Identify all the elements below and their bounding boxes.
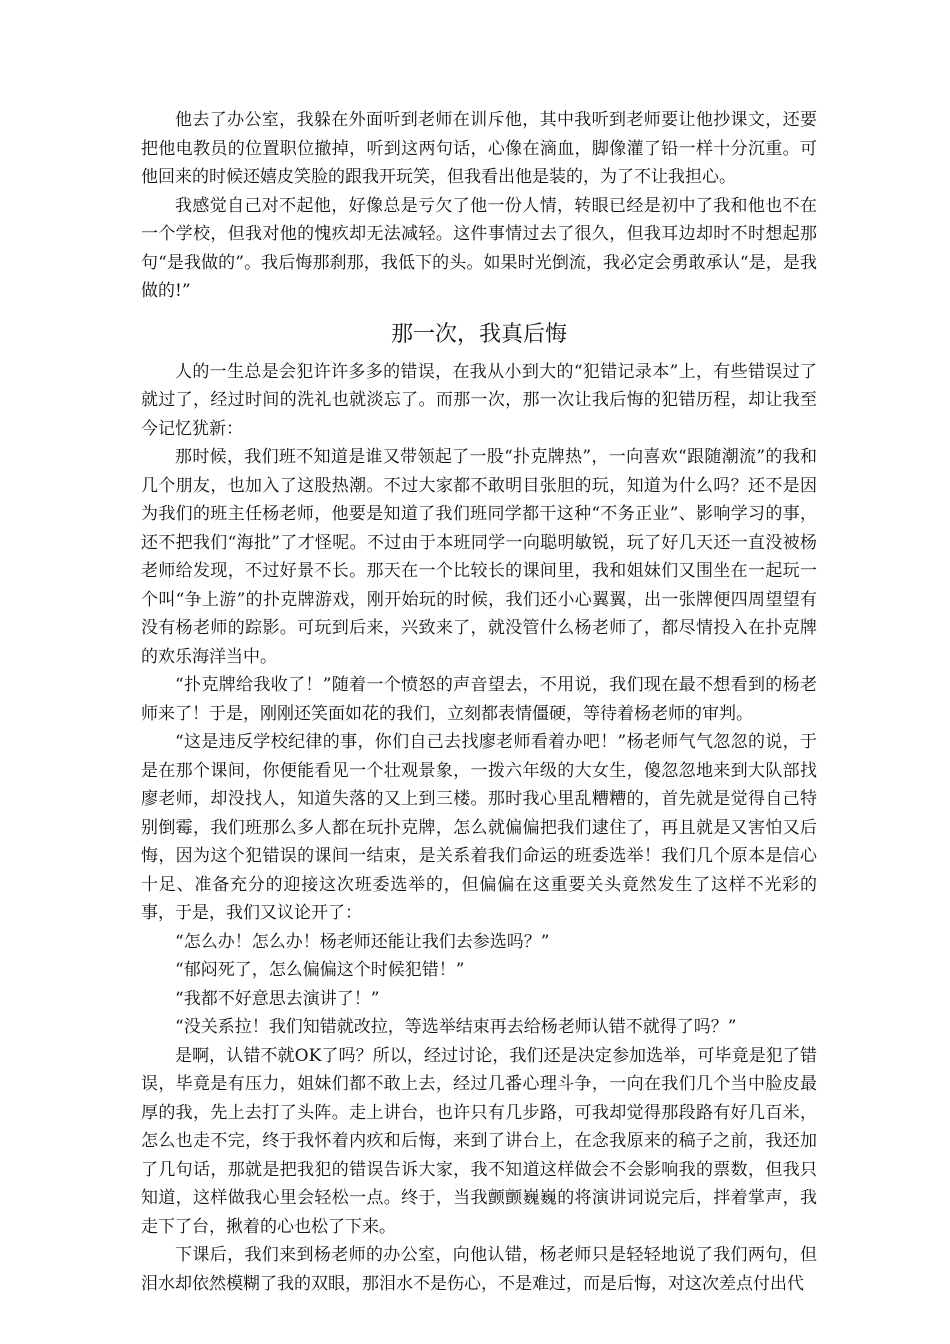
paragraph: “这是违反学校纪律的事，你们自己去找廖老师看着办吧！”杨老师气气忽忽的说，于是在那个课间，你便能看见一个壮观景象，一拨六年级的大女生，傻忽忽地来到大队部找廖老师，却没找人，知道失落的又上到三楼。那时我心里乱糟糟的，首先就是觉得自己特别倒霉，我们班那么多人都在玩扑克牌，怎么就偏偏把我们逮住了，再且就是又害怕又后悔，因为这个犯错误的课间一结束，是关系着我们命运的班委选举！我们几个原本是信心十足、准备充分的迎接这次班委选举的，但偏偏在这重要关头竟然发生了这样不光彩的事，于是，我们又议论开了： bbox=[141, 732, 817, 923]
dialogue-line: “没关系拉！我们知错就改拉，等选举结束再去给杨老师认错不就得了吗？” bbox=[175, 1017, 737, 1037]
paragraph: 下课后，我们来到杨老师的办公室，向他认错，杨老师只是轻轻地说了我们两句，但泪水却依然模糊了我的双眼，那泪水不是伤心，不是难过，而是后悔，对这次差点付出代 bbox=[141, 1245, 817, 1294]
document-page bbox=[141, 106, 817, 1298]
essay-title: 那一次，我真后悔 bbox=[390, 321, 567, 347]
dialogue-line: “郁闷死了，怎么偏偏这个时候犯错！” bbox=[175, 960, 465, 980]
paragraph: 他去了办公室，我躲在外面听到老师在训斥他，其中我听到老师要让他抄课文，还要把他电教员的位置职位撤掉，听到这两句话，心像在滴血，脚像灌了铅一样十分沉重。可他回来的时候还嬉皮笑脸的跟我开玩笑，但我看出他是装的，为了不让我担心。 bbox=[141, 110, 817, 187]
dialogue-line: “我都不好意思去演讲了！” bbox=[175, 988, 380, 1009]
paragraph: 那时候，我们班不知道是谁又带领起了一股“扑克牌热”，一向喜欢“跟随潮流”的我和几个朋友，也加入了这股热潮。不过大家都不敢明目张胆的玩，知道为什么吗？还不是因为我们的班主任杨老师，他要是知道了我们班同学都干这种“不务正业”、影响学习的事，还不把我们“海批”了才怪呢。不过由于本班同学一向聪明敏锐，玩了好几天还一直没被杨老师给发现，不过好景不长。那天在一个比较长的课间里，我和姐妹们又围坐在一起玩一个叫“争上游”的扑克牌游戏，刚开始玩的时候，我们还小心翼翼，出一张牌便四周望望有没有杨老师的踪影。可玩到后来，兴致来了，就没管什么杨老师了，都尽情投入在扑克牌的欢乐海洋当中。 bbox=[141, 447, 817, 667]
dialogue-line: “怎么办！怎么办！杨老师还能让我们去参选吗？” bbox=[175, 931, 550, 952]
paragraph: 是啊，认错不就OK了吗？所以，经过讨论，我们还是决定参加选举，可毕竟是犯了错误，毕竟是有压力，姐妹们都不敢上去，经过几番心理斗争，一向在我们几个当中脸皮最厚的我，先上去打了头阵。走上讲台，也许只有几步路，可我却觉得那段路有好几百米，怎么也走不完，终于我怀着内疚和后悔，来到了讲台上，在念我原来的稿子之前，我还加了几句话，那就是把我犯的错误告诉大家，我不知道这样做会不会影响我的票数，但我只知道，这样做我心里会轻松一点。终于，当我颤颤巍巍的将演讲词说完后，拌着掌声，我走下了台，揪着的心也松了下来。 bbox=[141, 1045, 817, 1237]
paragraph: 我感觉自己对不起他，好像总是亏欠了他一份人情，转眼已经是初中了我和他也不在一个学校，但我对他的愧疚却无法减轻。这件事情过去了很久，但我耳边却时不时想起那句“是我做的”。我后悔那刹那，我低下的头。如果时光倒流，我必定会勇敢承认“是，是我做的!” bbox=[141, 195, 817, 301]
paragraph: 人的一生总是会犯许许多多的错误，在我从小到大的“犯错记录本”上，有些错误过了就过了，经过时间的洗礼也就淡忘了。而那一次，那一次让我后悔的犯错历程，却让我至今记忆犹新： bbox=[141, 361, 817, 439]
paragraph: “扑克牌给我收了！”随着一个愤怒的声音望去，不用说，我们现在最不想看到的杨老师来了！于是，刚刚还笑面如花的我们，立刻都表情僵硬，等待着杨老师的审判。 bbox=[141, 675, 817, 724]
